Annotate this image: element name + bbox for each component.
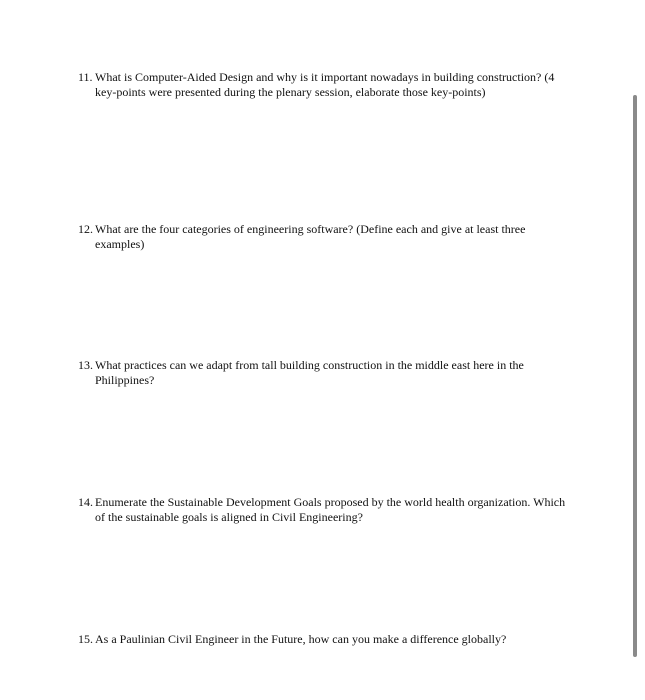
question-14	[78, 495, 568, 525]
question-text: What is Computer-Aided Design and why is it important nowadays in building construction? (4 key-points were presented during the plenary session, elaborate those key-points)	[95, 70, 555, 99]
question-text: As a Paulinian Civil Engineer in the Future, how can you make a difference globally?	[95, 632, 507, 646]
question-15	[78, 632, 568, 647]
question-number: 13.	[78, 358, 93, 372]
question-number: 12.	[78, 222, 93, 236]
question-text: Enumerate the Sustainable Development Goals proposed by the world health organization. Which of the sustainable goals is aligned in Civil Engineering?	[95, 495, 566, 524]
question-text: What are the four categories of engineering software? (Define each and give at least three examples)	[95, 222, 526, 251]
question-number: 14.	[78, 495, 93, 509]
question-number: 11.	[78, 70, 93, 84]
vertical-scrollbar[interactable]	[633, 95, 637, 657]
question-11	[78, 70, 568, 100]
question-12	[78, 222, 568, 252]
question-number: 15.	[78, 632, 93, 646]
question-text: What practices can we adapt from tall building construction in the middle east here in the Philippines?	[95, 358, 524, 387]
question-13	[78, 358, 568, 388]
